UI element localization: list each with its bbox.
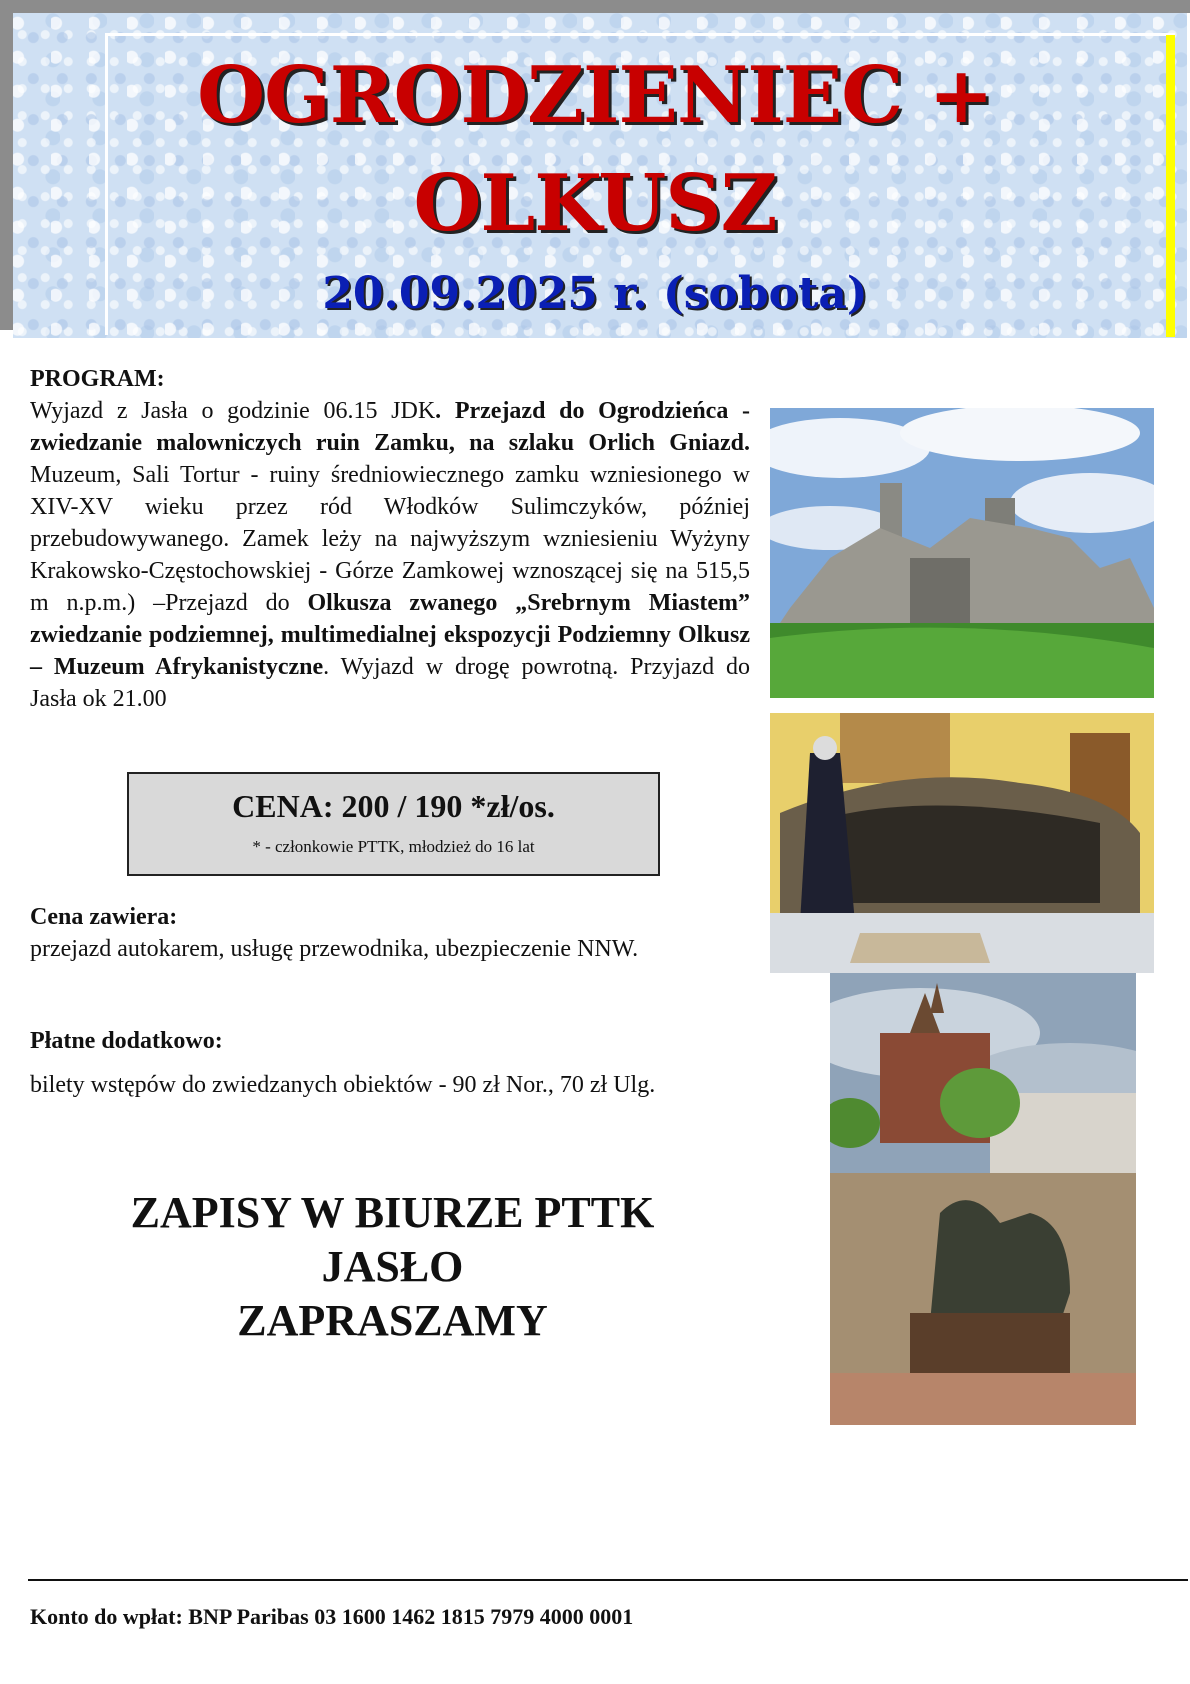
castle-photo [770,408,1154,698]
program-part-1: Wyjazd z Jasła o godzinie 06.15 JDK [30,398,436,424]
footer-rule [28,1579,1188,1581]
event-date: 20.09.2025 r. (sobota) [322,268,868,319]
museum-exhibit-photo [770,713,1154,973]
signup-line-2: JASŁO [321,1242,464,1291]
banner-frame-top [0,0,1190,13]
program-heading: PROGRAM: [30,366,165,392]
title-line-2: OLKUSZ [413,158,777,249]
price-box [127,772,660,876]
extra-text: bilety wstępów do zwiedzanych obiektów - 90 zł Nor., 70 zł Ulg. [30,1072,656,1098]
program-text [30,395,750,715]
program-part-6: . Wyjazd w drogę powrotną. Przyjazd do Jasła ok 21.00 [30,654,750,712]
banner-inner-top [105,33,1175,36]
price-label: CENA: 200 / 190 *zł/os. [232,788,555,824]
program-part-3: do Ogrodzieńca - zwiedzanie malowniczych ruin Zamku, na szlaku Orlich Gniazd. [30,398,750,456]
includes-text: przejazd autokarem, usługę przewodnika, ubezpieczenie NNW. [30,936,639,962]
includes-heading: Cena zawiera: [30,904,178,930]
program-part-5: Olkusza zwanego „Srebrnym Miastem” zwiedzanie podziemnej, multimedialnej ekspozycji Podziemny Olkusz – Muzeum Afrykanistyczne [30,590,750,680]
signup-line-3: ZAPRASZAMY [237,1296,548,1345]
price-note: * - członkowie PTTK, młodzież do 16 lat [252,837,535,856]
signup-block [30,1186,755,1348]
town-square-photo [830,973,1136,1425]
title-line-1: OGRODZIENIEC + [197,50,993,141]
extra-heading: Płatne dodatkowo: [30,1028,223,1054]
program-part-4: Muzeum, Sali Tortur - ruiny średniowiecznego zamku wzniesionego w XIV-XV wieku przez ród Włodków Sulimczyków, później przebudowywanego. Zamek leży na najwyższym wzniesieniu Wyżyny Krakowsko-Częstochowskiej - Górze Zamkowej wznoszącej się na 515,5 m n.p.m.) –Przejazd do [30,462,750,616]
bank-account: Konto do wpłat: BNP Paribas 03 1600 1462 1815 7979 4000 0001 [30,1604,634,1629]
signup-line-1: ZAPISY W BIURZE PTTK [130,1188,655,1237]
program-part-2: . Przejazd [435,398,560,424]
